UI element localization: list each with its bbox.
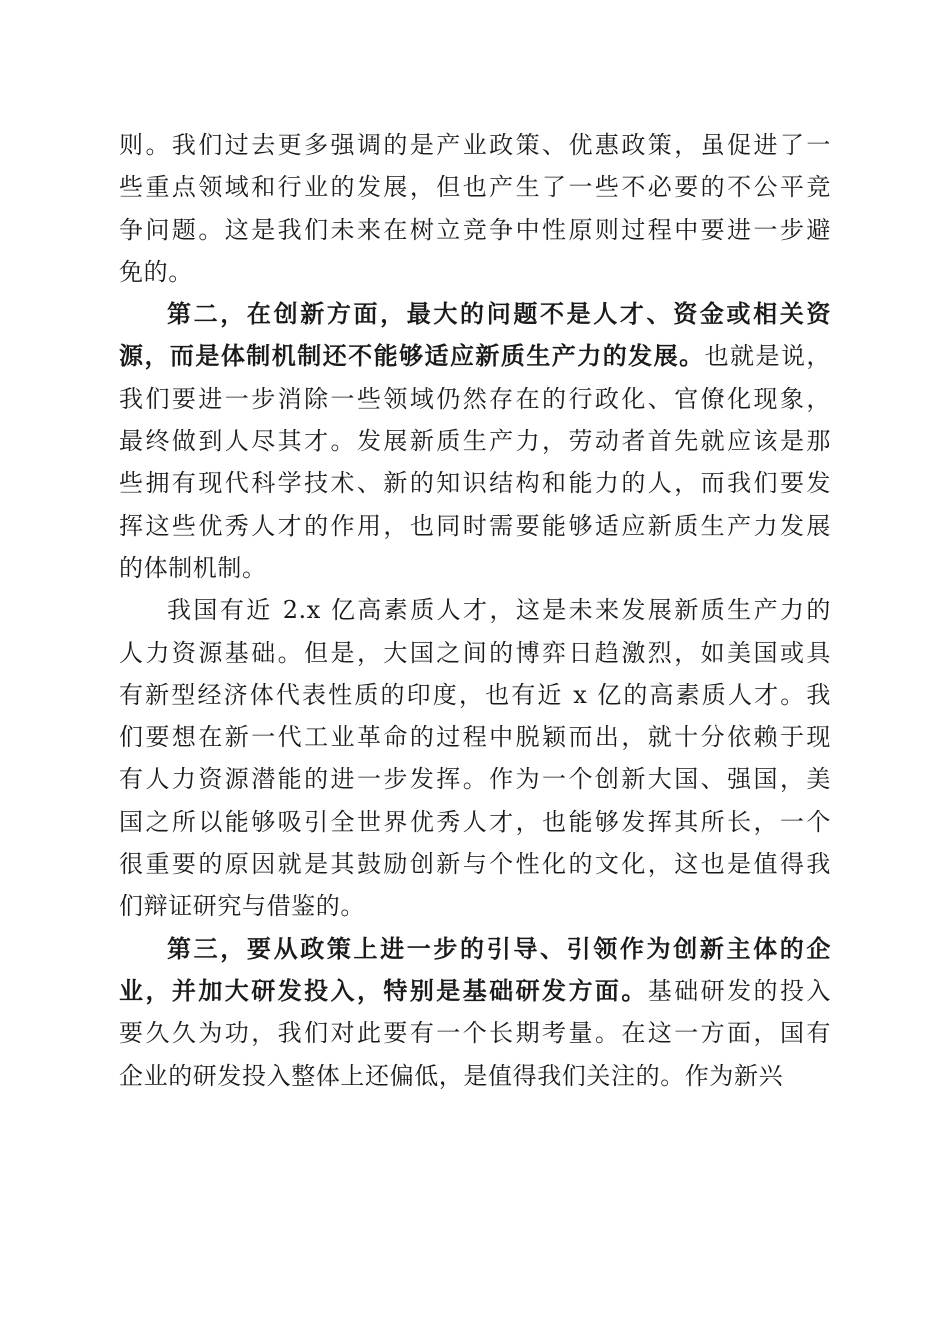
bold-text: 业，并加大研发投入，特别是基础研发方面。 bbox=[119, 975, 648, 1005]
text-line bbox=[119, 547, 831, 589]
paragraph-p4 bbox=[119, 928, 831, 1097]
text-line bbox=[119, 166, 831, 208]
text-line bbox=[119, 801, 831, 843]
text-line bbox=[119, 293, 831, 335]
text-line bbox=[119, 632, 831, 674]
paragraph-p3 bbox=[119, 589, 831, 927]
text-line bbox=[119, 885, 831, 927]
body-text: 的体制机制。 bbox=[119, 553, 267, 582]
paragraph-p2 bbox=[119, 293, 831, 589]
body-text: 们辩证研究与借鉴的。 bbox=[119, 892, 365, 921]
bold-text: 源，而是体制机制还不能够适应新质生产力的发展。 bbox=[119, 341, 705, 371]
text-line bbox=[119, 251, 831, 293]
text-line bbox=[119, 209, 831, 251]
body-text: 争问题。这是我们未来在树立竞争中性原则过程中要进一步避 bbox=[119, 215, 831, 244]
body-text: 有人力资源潜能的进一步发挥。作为一个创新大国、强国，美 bbox=[119, 765, 831, 794]
text-line bbox=[119, 674, 831, 716]
text-line bbox=[119, 124, 831, 166]
body-text: 基础研发的投入 bbox=[647, 976, 831, 1005]
text-line bbox=[119, 928, 831, 970]
body-text: 要久久为功，我们对此要有一个长期考量。在这一方面，国有 bbox=[119, 1019, 831, 1048]
body-text: 我们要进一步消除一些领域仍然存在的行政化、官僚化现象， bbox=[119, 384, 831, 413]
bold-text: 第三，要从政策上进一步的引导、引领作为创新主体的企 bbox=[167, 933, 831, 963]
paragraph-p1 bbox=[119, 124, 831, 293]
text-line bbox=[119, 505, 831, 547]
body-text: 人力资源基础。但是，大国之间的博弈日趋激烈，如美国或具 bbox=[119, 638, 831, 667]
body-text: 则。我们过去更多强调的是产业政策、优惠政策，虽促进了一 bbox=[119, 131, 831, 159]
text-line bbox=[119, 335, 831, 377]
body-text: 企业的研发投入整体上还偏低，是值得我们关注的。作为新兴 bbox=[119, 1061, 784, 1090]
body-text: 有新型经济体代表性质的印度，也有近 x 亿的高素质人才。我 bbox=[119, 680, 831, 709]
body-text: 些拥有现代科学技术、新的知识结构和能力的人，而我们要发 bbox=[119, 469, 831, 498]
body-text: 些重点领域和行业的发展，但也产生了一些不必要的不公平竞 bbox=[119, 173, 831, 202]
text-line bbox=[119, 970, 831, 1012]
text-line bbox=[119, 378, 831, 420]
body-text: 国之所以能够吸引全世界优秀人才，也能够发挥其所长，一个 bbox=[119, 807, 831, 836]
text-line bbox=[119, 1055, 831, 1097]
body-text: 也就是说， bbox=[704, 342, 831, 371]
body-text: 很重要的原因就是其鼓励创新与个性化的文化，这也是值得我 bbox=[119, 850, 831, 879]
text-line bbox=[119, 758, 831, 800]
text-line bbox=[119, 589, 831, 631]
text-line bbox=[119, 843, 831, 885]
body-text: 们要想在新一代工业革命的过程中脱颖而出，就十分依赖于现 bbox=[119, 723, 831, 752]
body-text: 挥这些优秀人才的作用，也同时需要能够适应新质生产力发展 bbox=[119, 511, 831, 540]
body-text: 免的。 bbox=[119, 257, 193, 286]
document-body bbox=[119, 124, 831, 1097]
text-line bbox=[119, 420, 831, 462]
text-line bbox=[119, 716, 831, 758]
body-text: 最终做到人尽其才。发展新质生产力，劳动者首先就应该是那 bbox=[119, 427, 831, 456]
body-text: 我国有近 2.x 亿高素质人才，这是未来发展新质生产力的 bbox=[167, 596, 831, 625]
text-line bbox=[119, 1012, 831, 1054]
text-line bbox=[119, 462, 831, 504]
bold-text: 第二，在创新方面，最大的问题不是人才、资金或相关资 bbox=[167, 299, 831, 329]
